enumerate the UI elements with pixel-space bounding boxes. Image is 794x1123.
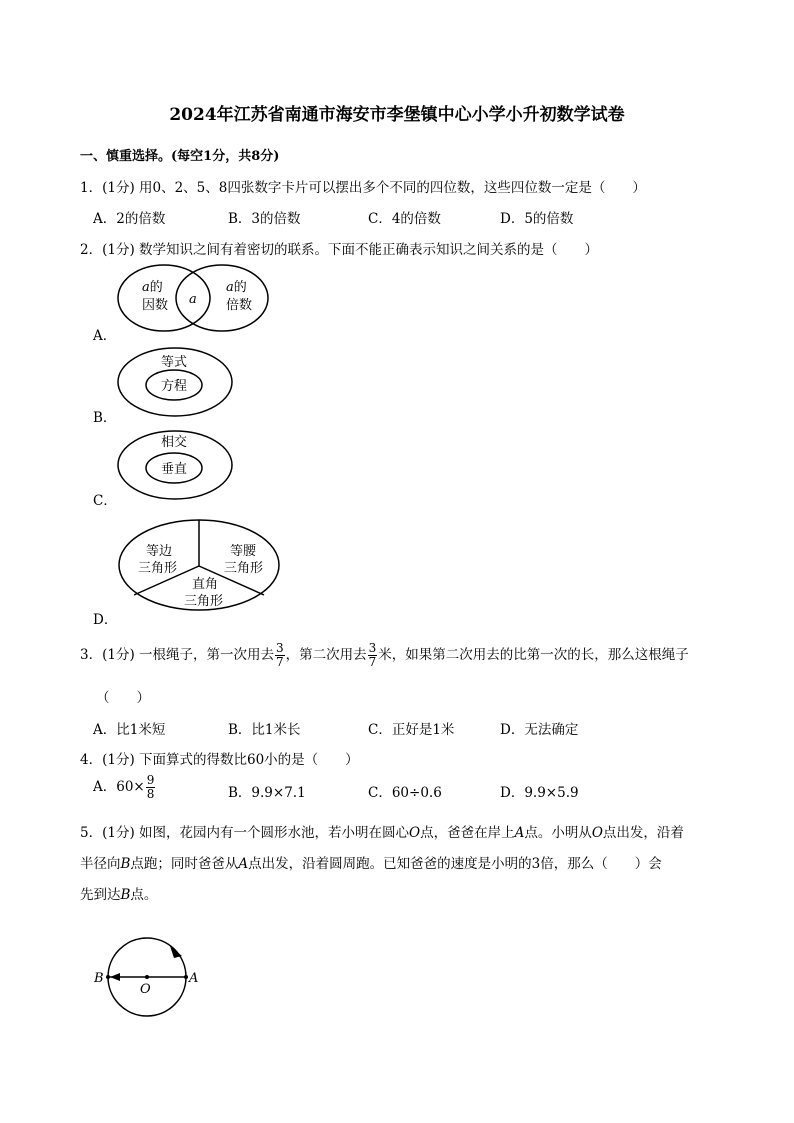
sector-right-1: 直角	[192, 577, 219, 592]
q1-option-c[interactable]: C．4的倍数	[368, 211, 441, 227]
nested-b-inner: 方程	[161, 379, 188, 394]
sector-right-2: 三角形	[184, 594, 224, 609]
venn-left-suffix: 的	[149, 280, 163, 295]
venn-right-var: a	[226, 280, 234, 295]
q4-option-a-fraction: $\frac{9}{8}$	[146, 773, 155, 801]
q3-text-a: 3．(1分) 一根绳子，第一次用去	[80, 647, 275, 663]
sector-isosceles-2: 三角形	[224, 561, 264, 576]
sector-equilateral-2: 三角形	[138, 561, 178, 576]
question-4-stem: 4．(1分) 下面算式的得数比60小的是（ ）	[80, 752, 359, 768]
q3-text-c: 米，如果第二次用去的比第一次的长，那么这根绳子	[378, 647, 689, 663]
q3-fraction-2: $\frac{3}{7}$	[368, 641, 377, 669]
venn-center: a	[189, 292, 197, 307]
question-5-line-2: 半径向B点跑；同时爸爸从A点出发，沿着圆周跑。已知爸爸的速度是小明的3倍，那么（ ）会	[80, 856, 662, 872]
q4-option-a-text: A．60×	[93, 779, 145, 795]
venn-right-line2: 倍数	[226, 298, 253, 313]
q3-option-d[interactable]: D．无法确定	[500, 722, 579, 738]
nested-diagram-intersect	[117, 428, 233, 502]
point-A-label: A	[189, 971, 199, 986]
nested-c-inner: 垂直	[161, 462, 188, 477]
q3-option-c[interactable]: C．正好是1米	[368, 722, 455, 738]
nested-c-outer: 相交	[161, 435, 188, 450]
venn-left-var: a	[142, 280, 150, 295]
venn-right-suffix: 的	[233, 280, 247, 295]
section-heading: 一、慎重选择。(每空1分，共8分)	[80, 149, 280, 164]
circle-pond-figure	[90, 936, 210, 1020]
q1-option-d[interactable]: D．5的倍数	[500, 211, 574, 227]
question-3-stem	[80, 642, 689, 669]
q3-text-b: ，第二次用去	[285, 647, 367, 663]
q4-option-d[interactable]: D．9.9×5.9	[500, 785, 579, 801]
q3-blank: （ ）	[96, 690, 150, 706]
venn-left-line2: 因数	[142, 298, 169, 313]
q1-option-b[interactable]: B．3的倍数	[228, 211, 301, 227]
q2-option-b-label[interactable]: B．	[93, 410, 117, 426]
q4-option-b[interactable]: B．9.9×7.1	[228, 785, 306, 801]
sector-isosceles-1: 等腰	[230, 544, 257, 559]
q2-option-d-label[interactable]: D．	[93, 612, 118, 628]
q2-option-c-label[interactable]: C．	[93, 493, 117, 509]
point-O-label: O	[140, 982, 151, 997]
q3-fraction-1: $\frac{3}{7}$	[276, 641, 284, 669]
q3-option-b[interactable]: B．比1米长	[228, 722, 301, 738]
nested-b-outer: 等式	[161, 355, 188, 370]
question-1-stem: 1．(1分) 用0、2、5、8四张数字卡片可以摆出多个不同的四位数，这些四位数一定是（ ）	[80, 180, 646, 196]
sector-equilateral-1: 等边	[146, 544, 173, 559]
question-2-stem: 2．(1分) 数学知识之间有着密切的联系。下面不能正确表示知识之间关系的是（ ）	[80, 242, 599, 258]
question-5-line-3: 先到达B点。	[80, 887, 158, 903]
point-B-label: B	[94, 971, 104, 986]
q1-option-a[interactable]: A．2的倍数	[93, 211, 166, 227]
q4-option-c[interactable]: C．60÷0.6	[368, 785, 442, 801]
nested-diagram-equation	[117, 345, 233, 419]
q2-option-a-label[interactable]: A．	[93, 328, 117, 344]
q3-option-a[interactable]: A．比1米短	[93, 722, 166, 738]
venn-diagram-factors-multiples	[116, 262, 276, 336]
triangle-classification-diagram	[118, 519, 280, 611]
question-5-line-1: 5．(1分) 如图，花园内有一个圆形水池，若小明在圆心O点，爸爸在岸上A点。小明从O点出发，沿着	[80, 825, 684, 841]
svg-text:a的	[142, 280, 163, 295]
page-title: 2024年江苏省南通市海安市李堡镇中心小学小升初数学试卷	[169, 105, 625, 125]
q4-option-a[interactable]	[93, 774, 156, 801]
svg-text:a的	[226, 280, 247, 295]
